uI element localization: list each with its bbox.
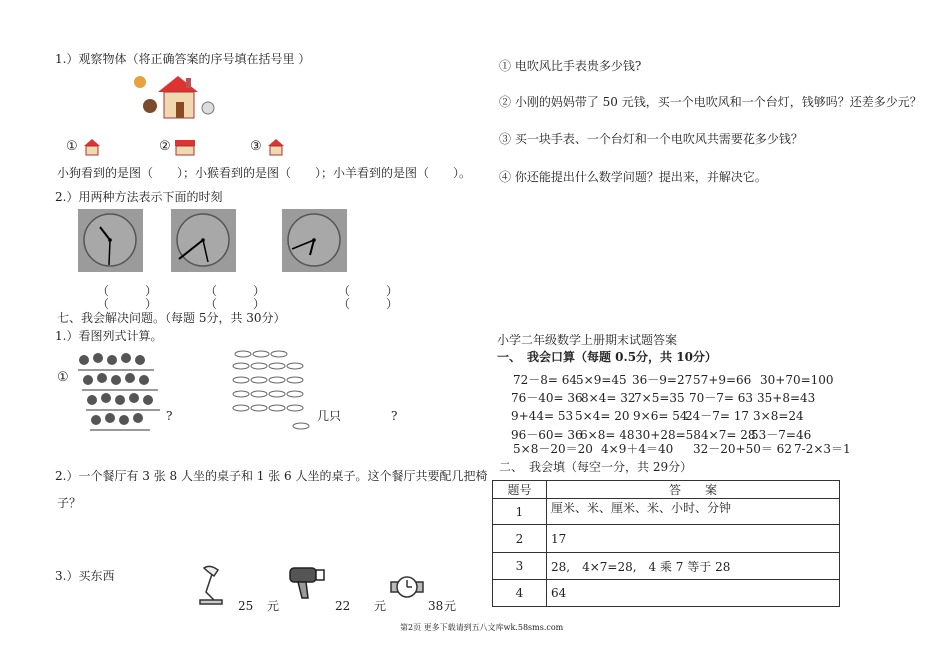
calc-r4-c4: 4×7= 28 <box>701 428 756 442</box>
q1-sentence: 小狗看到的是图（ ）；小猴看到的是图（ ）；小羊看到的是图（ ）。 <box>57 166 472 180</box>
calc-r4-c1: 96－60= 36 <box>511 428 583 442</box>
section7-title: 七、我会解决问题。（每题 5分，共 30分） <box>57 311 286 325</box>
clock-1-blank-b: （ ） <box>97 297 158 311</box>
option-1-label: ① <box>66 139 78 154</box>
calc-r1-c2: 5×9=45 <box>576 373 627 387</box>
birds-illustration <box>231 348 311 432</box>
dryer-yuan: 元 <box>374 599 387 613</box>
question-d: ④ 你还能提出什么数学问题？提出来，并解决它。 <box>499 170 767 184</box>
clock-2 <box>171 209 236 272</box>
calc-r2-c4: 70－7= 63 <box>689 391 754 405</box>
option-2-label: ② <box>159 139 171 154</box>
answer-key-title: 小学二年级数学上册期末试题答案 <box>497 333 678 347</box>
q2-title: 2.）用两种方法表示下面的时刻 <box>55 190 223 204</box>
table-row <box>493 525 840 553</box>
header-num: 题号 <box>493 481 547 499</box>
row-3-num: 3 <box>493 553 547 580</box>
calc-r1-c5: 30+70=100 <box>760 373 834 387</box>
calc-r4-c5: 53－7=46 <box>751 428 812 442</box>
calc-r2-c3: 7×5=35 <box>634 391 685 405</box>
table-header-row <box>493 481 840 499</box>
calc-r1-c4: 57+9=66 <box>693 373 752 387</box>
question-a: ① 电吹风比手表贵多少钱? <box>499 59 642 73</box>
row-2-num: 2 <box>493 525 547 553</box>
calc-r3-c1: 9+44= 53 <box>511 409 574 423</box>
calc-r2-c2: 8×4= 32 <box>581 391 636 405</box>
house-view-1-icon <box>82 138 102 156</box>
clock-1 <box>78 209 143 272</box>
problem2-line2: 子？ <box>57 496 82 510</box>
watch-price: 38 <box>428 599 444 613</box>
table-row <box>493 580 840 607</box>
row-4-num: 4 <box>493 580 547 607</box>
calc-r3-c3: 9×6= 54 <box>633 409 688 423</box>
problem1-circle-label: ① <box>57 370 69 385</box>
calc-r5-c2: 4×9＋4＝40 <box>601 442 674 456</box>
lamp-price: 25 <box>238 599 254 613</box>
calc-r3-c5: 3×8=24 <box>753 409 804 423</box>
row-2-answer: 17 <box>547 525 840 553</box>
dryer-price: 22 <box>335 599 351 613</box>
clock-3 <box>282 209 347 272</box>
problem3-title: 3.）买东西 <box>55 569 115 583</box>
lamp-yuan: 元 <box>267 599 280 613</box>
section1-title: 一、 我会口算（每题 0.5分，共 10分） <box>497 350 717 364</box>
watch-icon <box>390 570 424 604</box>
problem1-title: 1.）看图列式计算。 <box>55 329 163 343</box>
problem1-jizhi-label: 几只 <box>317 409 342 423</box>
calc-r5-c3: 32－20+50＝ 62 <box>693 442 792 456</box>
answer-table <box>492 480 840 607</box>
table-row <box>493 553 840 580</box>
house-view-3-icon <box>266 138 286 156</box>
house-view-2-icon <box>174 138 196 156</box>
problem2-line1: 2.）一个餐厅有 3 张 8 人坐的桌子和 1 张 6 人坐的桌子。这个餐厅共要配几把椅 <box>55 469 488 483</box>
calc-r4-c2: 6×8= 48 <box>580 428 635 442</box>
q1-title: 1.）观察物体（将正确答案的序号填在括号里 ） <box>55 52 311 66</box>
calc-r5-c1: 5×8－20＝20 <box>513 442 593 456</box>
section2-title: 二、 我会填（每空一分，共 29分） <box>499 460 693 474</box>
row-1-num: 1 <box>493 499 547 525</box>
clock-3-blank-a: （ ） <box>338 284 399 298</box>
calc-r1-c1: 72－8= 64 <box>513 373 578 387</box>
hair-dryer-icon <box>286 562 326 604</box>
header-answer: 答 案 <box>547 481 840 499</box>
watch-yuan: 元 <box>444 599 457 613</box>
calc-r3-c2: 5×4= 20 <box>575 409 630 423</box>
option-3-label: ③ <box>250 139 262 154</box>
row-4-answer: 64 <box>547 580 840 607</box>
clock-1-blank-a: （ ） <box>97 284 158 298</box>
question-c: ③ 买一块手表、一个台灯和一个电吹风共需要花多少钱？ <box>499 132 803 146</box>
clock-2-blank-a: （ ） <box>205 284 266 298</box>
calc-r2-c1: 76－40= 36 <box>511 391 583 405</box>
calc-r3-c4: 24－7= 17 <box>685 409 750 423</box>
clock-3-blank-b: （ ） <box>338 297 399 311</box>
table-row <box>493 499 840 525</box>
crowd-people-illustration <box>74 350 164 436</box>
row-3-answer: 28, 4×7=28, 4 乘 7 等于 28 <box>547 553 840 580</box>
desk-lamp-icon <box>196 562 230 606</box>
calc-r5-c4: 7-2×3＝1 <box>794 442 851 456</box>
calc-r4-c3: 30+28=58 <box>635 428 701 442</box>
page-footer: 第2页 更多下载请到五八文库wk.58sms.com <box>400 623 564 632</box>
problem1-question-mark-2: ? <box>391 409 398 423</box>
clock-2-blank-b: （ ） <box>205 297 266 311</box>
calc-r2-c5: 35+8=43 <box>757 391 816 405</box>
calc-r1-c3: 36－9=27 <box>632 373 693 387</box>
row-1-answer: 厘米、米、厘米、米、小时、分钟 <box>547 499 840 525</box>
question-b: ② 小刚的妈妈带了 50 元钱，买一个电吹风和一个台灯，钱够吗？还差多少元？ <box>499 95 922 109</box>
problem1-question-mark-1: ? <box>166 409 173 423</box>
house-scene-illustration <box>130 70 220 124</box>
